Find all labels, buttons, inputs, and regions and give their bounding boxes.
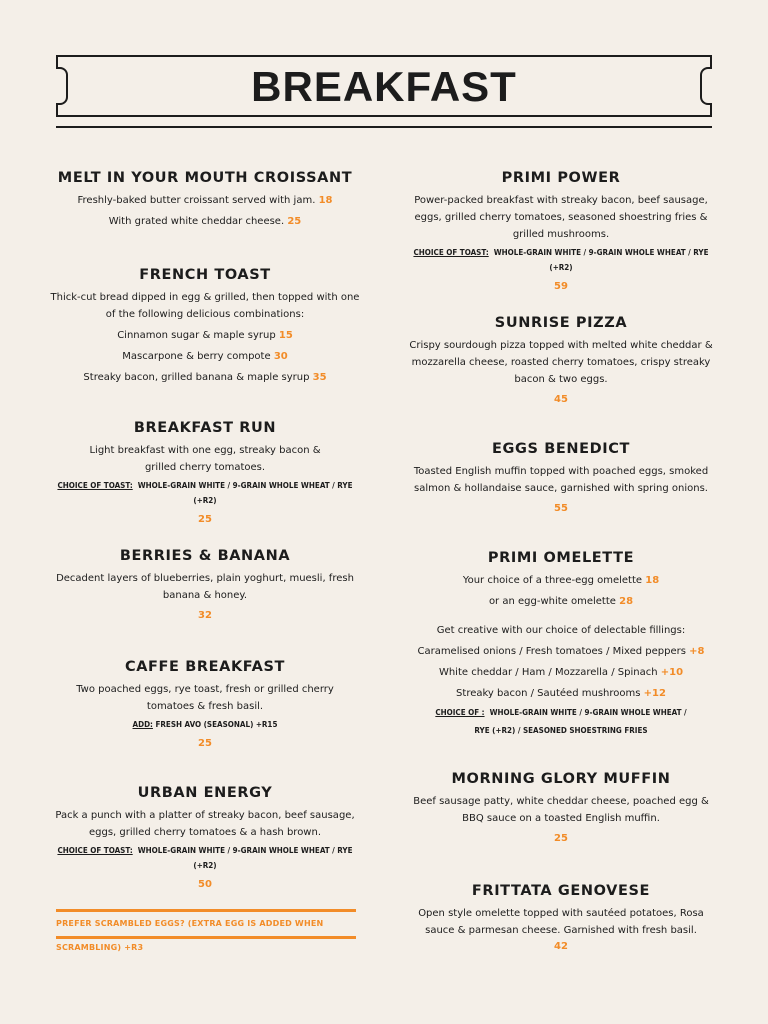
menu-item-french-toast [46,267,364,386]
menu-item-urban-energy [46,785,364,890]
menu-item-croissant [46,170,364,230]
item-description: Thick-cut bread dipped in egg & grilled, then topped with one of the following delicious combinations: [50,292,360,320]
menu-item-berries-banana [46,548,364,621]
item-price-line [46,610,364,621]
item-description: Power-packed breakfast with streaky bacon, beef sausage, eggs, grilled cherry tomatoes, seasoned shoestring fries & grilled mushrooms. [414,195,708,240]
item-price-line [402,281,720,292]
item-option: CHOICE OF TOAST: WHOLE-GRAIN WHITE / 9-GRAIN WHOLE WHEAT / RYE (+R2) [57,481,353,505]
item-price-line [402,941,720,952]
item-price-line [46,738,364,749]
scrambled-eggs-note: PREFER SCRAMBLED EGGS? (EXTRA EGG IS ADDED WHEN SCRAMBLING) +R3 [56,909,356,939]
item-line: or an egg-white omelette 28 [488,596,634,607]
filling-line: Streaky bacon / Sautéed mushrooms +12 [456,688,666,699]
menu-item-primi-power [402,170,720,292]
item-description: Crispy sourdough pizza topped with melted white cheddar & mozzarella cheese, roasted cherry tomatoes, crispy streaky bacon & two eggs. [409,340,713,385]
item-price: 30 [273,351,288,362]
item-line: Streaky bacon, grilled banana & maple syrup 35 [83,372,327,383]
item-price: +10 [660,667,684,678]
item-name: EGGS BENEDICT [492,441,630,457]
item-name: MORNING GLORY MUFFIN [451,771,671,787]
menu-title: BREAKFAST [251,63,517,110]
menu-item-caffe-breakfast [46,659,364,749]
item-name: SUNRISE PIZZA [494,315,628,331]
item-description: Pack a punch with a platter of streaky bacon, beef sausage, eggs, grilled cherry tomatoes & a hash brown. [55,810,355,838]
item-price: +12 [643,688,666,699]
item-description: Open style omelette topped with sautéed potatoes, Rosa sauce & parmesan cheese. Garnished with fresh basil. [418,908,704,936]
item-price: 45 [554,394,568,405]
item-option: CHOICE OF TOAST: WHOLE-GRAIN WHITE / 9-GRAIN WHOLE WHEAT / RYE (+R2) [57,846,353,870]
item-name: URBAN ENERGY [137,785,273,801]
item-price-line [402,833,720,844]
item-name: PRIMI OMELETTE [487,550,635,566]
item-line: With grated white cheddar cheese. 25 [108,216,302,227]
item-price: 59 [554,281,568,292]
item-line: Cinnamon sugar & maple syrup 15 [117,330,293,341]
filling-line: Caramelised onions / Fresh tomatoes / Mixed peppers +8 [417,646,705,657]
item-price-line [402,394,720,405]
item-name: PRIMI POWER [501,170,621,186]
item-price-line [46,879,364,890]
item-line: Mascarpone & berry compote 30 [122,351,288,362]
item-description: Beef sausage patty, white cheddar cheese, poached egg & BBQ sauce on a toasted English muffin. [413,796,709,824]
item-name: BERRIES & BANANA [119,548,291,564]
item-description: Decadent layers of blueberries, plain yoghurt, muesli, fresh banana & honey. [56,573,354,601]
item-price: +8 [689,646,705,657]
menu-item-primi-omelette [402,550,720,740]
item-name: BREAKFAST RUN [133,420,277,436]
fillings-intro: Get creative with our choice of delectable fillings: [436,625,686,636]
item-name: MELT IN YOUR MOUTH CROISSANT [57,170,353,186]
item-description: Two poached eggs, rye toast, fresh or grilled cherry tomatoes & fresh basil. [76,684,334,712]
item-price: 32 [198,610,212,621]
item-option: CHOICE OF : WHOLE-GRAIN WHITE / 9-GRAIN WHOLE WHEAT / RYE (+R2) / SEASONED SHOESTRING FRIES [435,708,687,735]
menu-item-breakfast-run [46,420,364,525]
item-name: FRITTATA GENOVESE [471,883,651,899]
title-rule [56,126,712,128]
item-description: Toasted English muffin topped with poached eggs, smoked salmon & hollandaise sauce, garnished with spring onions. [413,466,709,494]
item-description: Light breakfast with one egg, streaky bacon & grilled cherry tomatoes. [89,445,321,473]
item-price: 35 [312,372,327,383]
menu-item-sunrise-pizza [402,315,720,405]
item-price: 15 [278,330,293,341]
filling-line: White cheddar / Ham / Mozzarella / Spinach +10 [438,667,684,678]
item-line: Freshly-baked butter croissant served with jam. 18 [77,195,333,206]
item-option: CHOICE OF TOAST: WHOLE-GRAIN WHITE / 9-GRAIN WHOLE WHEAT / RYE (+R2) [413,248,709,272]
item-price: 25 [198,738,212,749]
item-option: ADD: FRESH AVO (SEASONAL) +R15 [132,720,278,729]
item-price-line [402,503,720,514]
item-price: 18 [318,195,333,206]
item-price: 50 [198,879,212,890]
item-price: 55 [554,503,568,514]
item-line: Your choice of a three-egg omelette 18 [462,575,660,586]
menu-item-morning-glory-muffin [402,771,720,844]
item-price: 25 [554,833,568,844]
item-price: 25 [287,216,302,227]
item-price: 25 [198,514,212,525]
item-price: 28 [619,596,634,607]
item-price-line [46,514,364,525]
item-name: FRENCH TOAST [139,267,271,283]
menu-item-frittata-genovese [402,883,720,952]
item-name: CAFFE BREAKFAST [124,659,285,675]
title-frame [56,55,712,117]
item-price: 42 [554,941,568,952]
menu-item-eggs-benedict [402,441,720,514]
item-price: 18 [645,575,660,586]
